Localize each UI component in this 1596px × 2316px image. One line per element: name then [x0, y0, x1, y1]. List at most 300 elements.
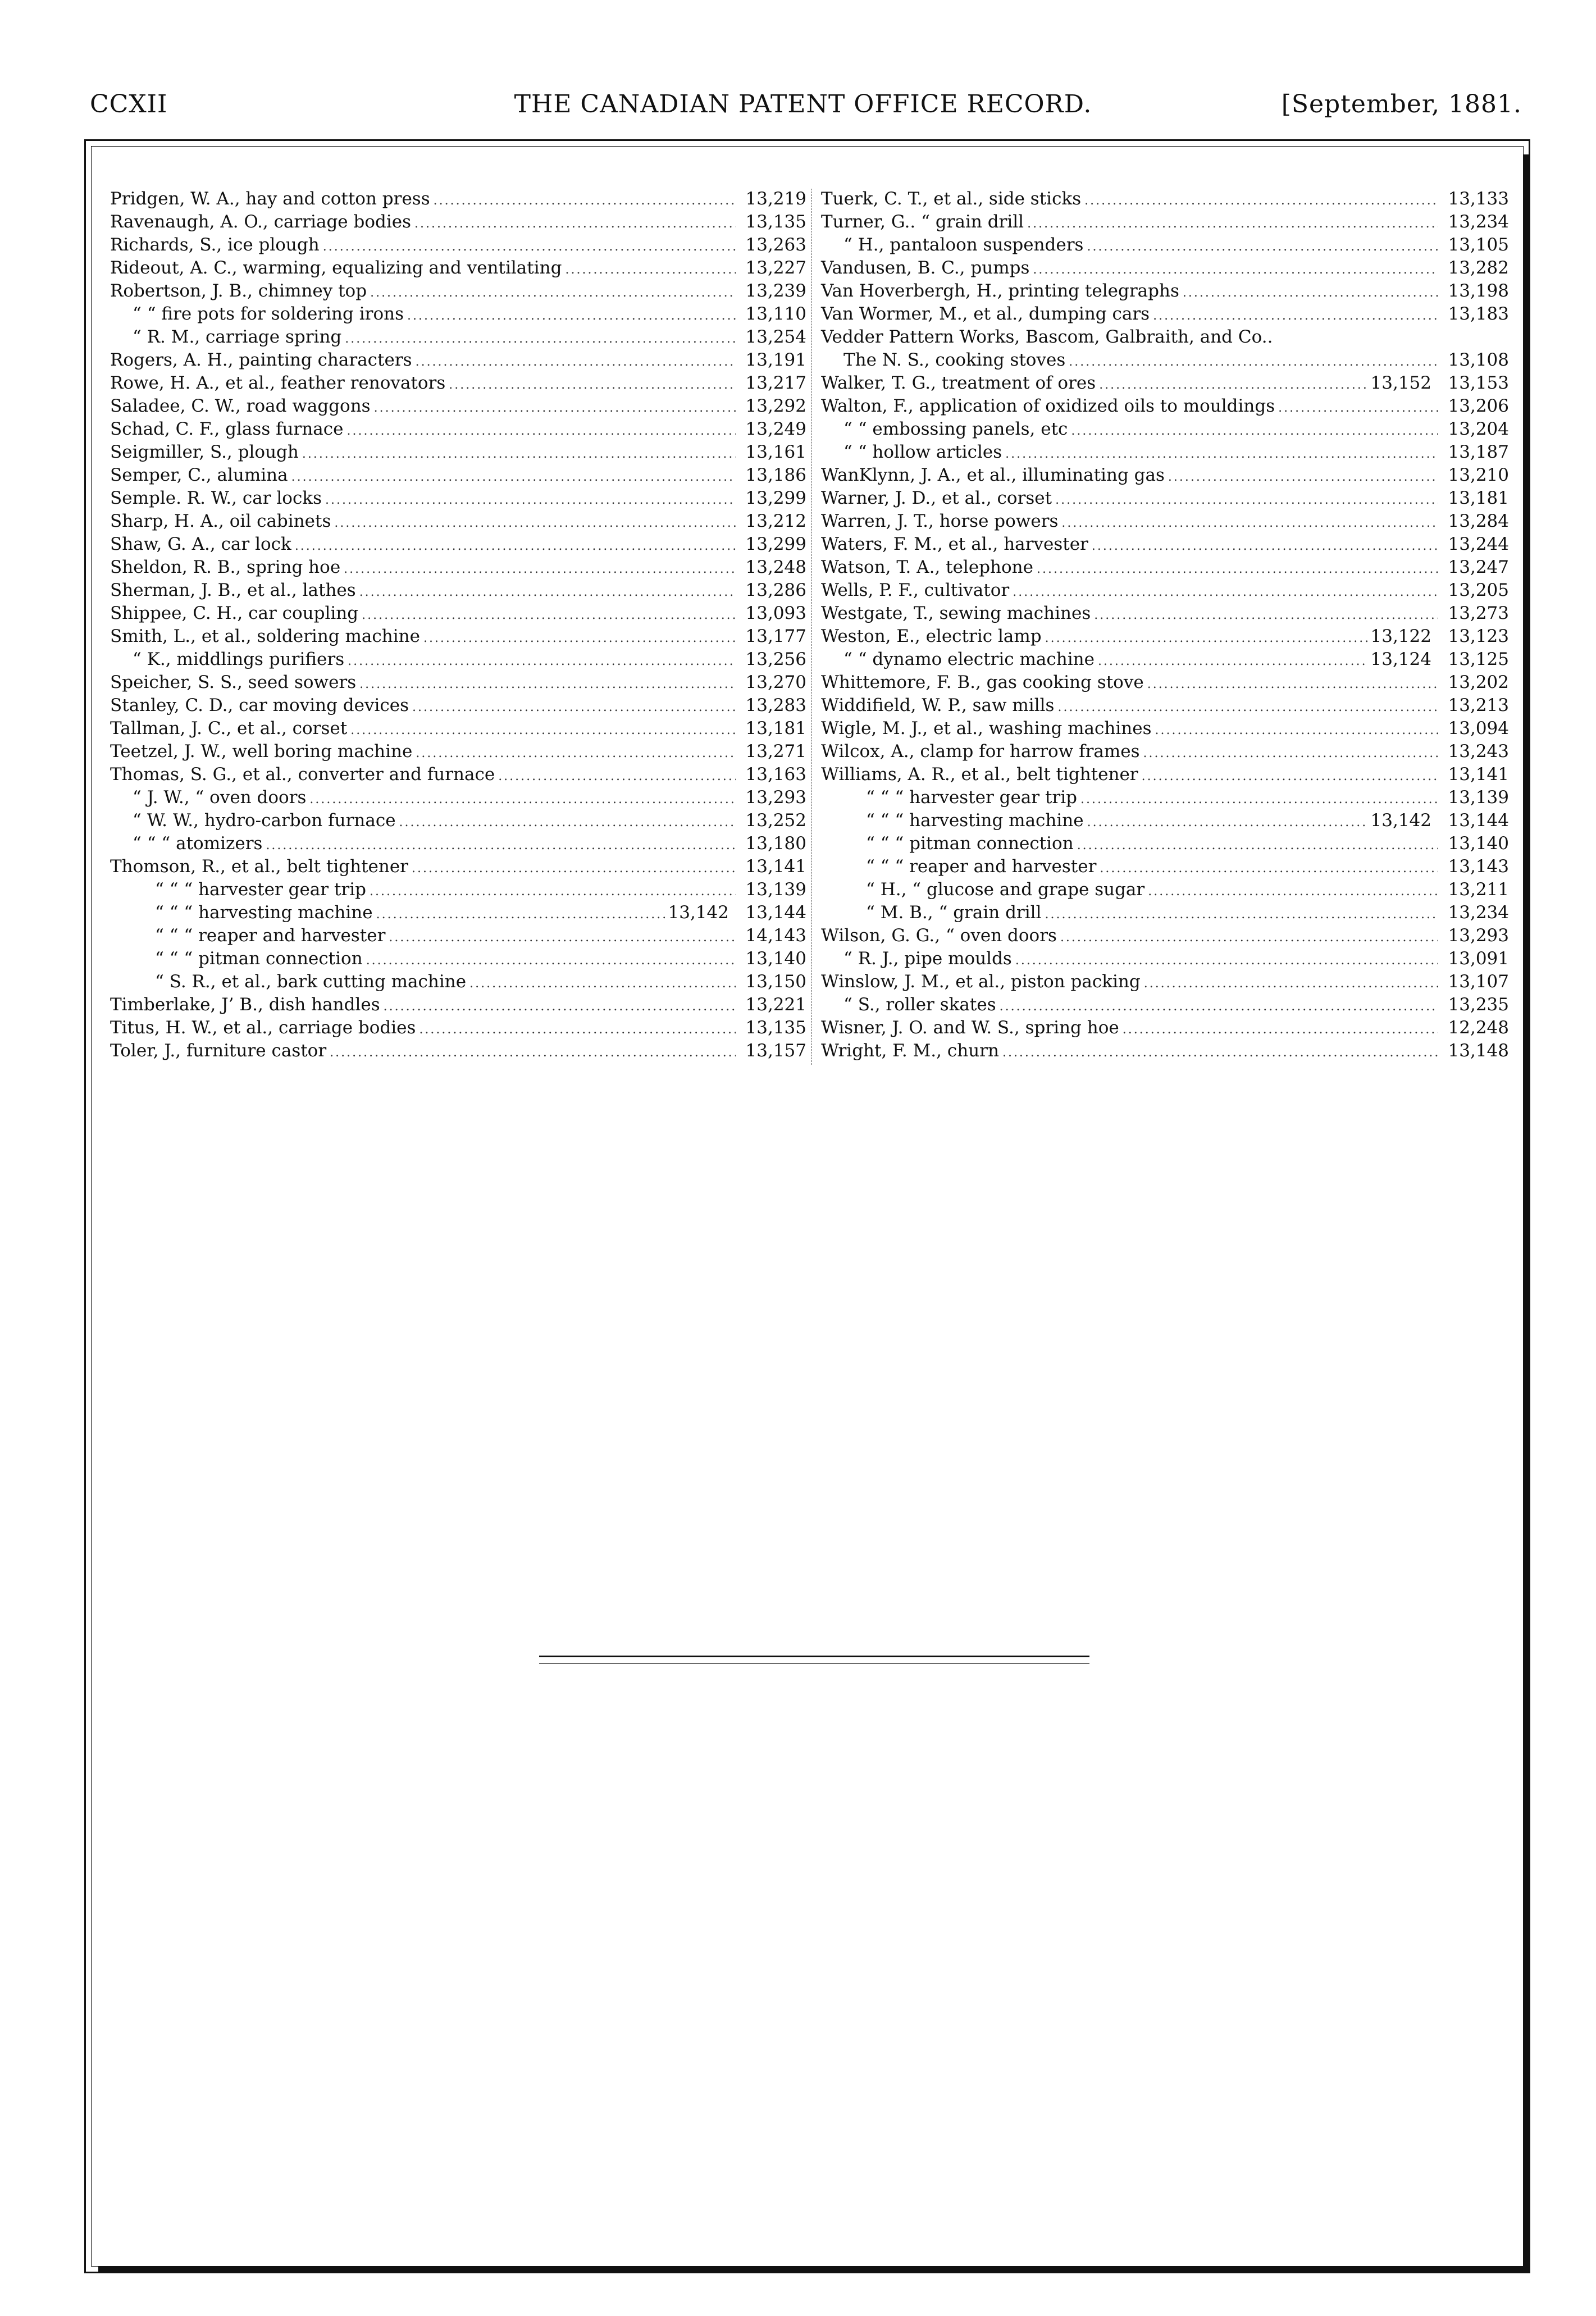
index-entry	[821, 1016, 1509, 1040]
entry-text: “ M. B., “ grain drill	[866, 902, 1042, 923]
entry-text: Teetzel, J. W., well boring machine	[110, 741, 413, 762]
entry-text: “ “ “ reaper and harvester	[155, 926, 386, 946]
index-entry	[110, 395, 806, 418]
dot-leader	[1098, 650, 1367, 673]
dot-leader	[1087, 235, 1438, 258]
index-entry	[110, 510, 806, 533]
entry-text: Turner, G.. “ grain drill	[821, 212, 1024, 232]
entry-text: “ H., “ glucose and grape sugar	[866, 879, 1145, 900]
dot-leader	[1033, 258, 1438, 281]
entry-text: Wisner, J. O. and W. S., spring hoe	[821, 1018, 1119, 1038]
patent-number: 13,211	[1448, 879, 1509, 900]
dot-leader	[469, 972, 736, 995]
entry-text: Van Wormer, M., et al., dumping cars	[821, 304, 1150, 324]
index-entry	[821, 257, 1509, 280]
dot-leader	[1183, 281, 1438, 304]
patent-number: 13,235	[1448, 995, 1509, 1015]
entry-text: Wigle, M. J., et al., washing machines	[821, 718, 1152, 738]
patent-number: 13,123	[1448, 626, 1509, 646]
patent-number: 13,292	[745, 396, 806, 416]
dot-leader	[374, 396, 736, 420]
running-title: THE CANADIAN PATENT OFFICE RECORD.	[514, 90, 1092, 118]
dot-leader	[359, 581, 736, 604]
index-entry	[821, 878, 1509, 901]
dot-leader	[498, 765, 736, 788]
index-entry	[821, 533, 1509, 556]
patent-number: 13,271	[745, 741, 806, 762]
patent-number: 13,284	[1448, 511, 1509, 531]
patent-number: 13,150	[745, 972, 806, 992]
dot-leader	[1015, 949, 1438, 972]
entry-text: “ K., middlings purifiers	[133, 649, 345, 669]
entry-text: Walker, T. G., treatment of ores	[821, 373, 1096, 393]
dot-leader	[266, 834, 736, 857]
index-entry	[821, 211, 1509, 234]
entry-cross-reference: 13,152	[1370, 373, 1431, 393]
entry-text: Rideout, A. C., warming, equalizing and ventilating	[110, 258, 562, 278]
patent-number: 13,161	[745, 442, 806, 462]
entry-text: Shaw, G. A., car lock	[110, 534, 291, 554]
patent-number: 13,205	[1448, 580, 1509, 600]
index-entry	[110, 533, 806, 556]
index-entry	[821, 395, 1509, 418]
entry-text: Sheldon, R. B., spring hoe	[110, 557, 341, 577]
dot-leader	[344, 558, 736, 581]
entry-text: “ W. W., hydro-carbon furnace	[133, 810, 396, 831]
entry-text: “ “ hollow articles	[843, 442, 1002, 462]
entry-text: Saladee, C. W., road waggons	[110, 396, 371, 416]
entry-text: Rowe, H. A., et al., feather renovators	[110, 373, 446, 393]
index-entry	[821, 556, 1509, 579]
entry-text: “ “ fire pots for soldering irons	[133, 304, 404, 324]
index-entry	[821, 901, 1509, 924]
patent-number: 13,141	[745, 856, 806, 877]
dot-leader	[295, 535, 736, 558]
patent-number: 13,144	[1448, 810, 1509, 831]
entry-text: Titus, H. W., et al., carriage bodies	[110, 1018, 416, 1038]
entry-text: Widdifield, W. P., saw mills	[821, 695, 1055, 715]
dot-leader	[1045, 627, 1367, 650]
entry-text: Toler, J., furniture castor	[110, 1041, 327, 1061]
dot-leader	[449, 373, 736, 396]
index-entry	[110, 855, 806, 878]
index-entry	[110, 487, 806, 510]
dot-leader	[1143, 742, 1438, 765]
index-entry	[821, 602, 1509, 625]
index-entry	[110, 763, 806, 786]
dot-leader	[419, 1018, 736, 1041]
dot-leader	[434, 189, 736, 212]
index-entry	[821, 970, 1509, 993]
column-divider	[811, 189, 813, 1065]
patent-number: 13,249	[745, 419, 806, 439]
index-entry	[821, 280, 1509, 303]
dot-leader	[348, 650, 736, 673]
patent-number: 13,227	[745, 258, 806, 278]
dot-leader	[399, 811, 736, 834]
index-entry	[821, 349, 1509, 372]
patent-number: 13,093	[745, 603, 806, 623]
index-entry	[110, 326, 806, 349]
index-entry	[110, 671, 806, 694]
dot-leader	[1147, 673, 1438, 696]
dot-leader	[1278, 396, 1438, 420]
dot-leader	[1005, 443, 1438, 466]
entry-text: Tuerk, C. T., et al., side sticks	[821, 189, 1082, 209]
entry-text: “ S., roller skates	[843, 995, 996, 1015]
entry-text: Schad, C. F., glass furnace	[110, 419, 344, 439]
index-entry	[821, 648, 1509, 671]
dot-leader	[359, 673, 736, 696]
index-entry	[110, 441, 806, 464]
entry-cross-reference: 13,122	[1370, 626, 1431, 646]
index-entry	[110, 740, 806, 763]
entry-text: “ R. J., pipe moulds	[843, 949, 1012, 969]
index-entry	[110, 349, 806, 372]
entry-text: Semper, C., alumina	[110, 465, 288, 485]
dot-leader	[1148, 880, 1438, 903]
entry-text: “ “ embossing panels, etc	[843, 419, 1068, 439]
index-entry	[110, 1040, 806, 1063]
patent-number: 13,263	[745, 235, 806, 255]
dot-leader	[350, 719, 736, 742]
entry-text: “ “ “ reaper and harvester	[866, 856, 1097, 877]
index-entry	[821, 740, 1509, 763]
index-entry	[821, 671, 1509, 694]
entry-text: Thomas, S. G., et al., converter and furnace	[110, 764, 495, 785]
entry-text: Weston, E., electric lamp	[821, 626, 1042, 646]
patent-number: 13,153	[1448, 373, 1509, 393]
entry-text: Wilson, G. G., “ oven doors	[821, 926, 1057, 946]
patent-number: 13,139	[745, 879, 806, 900]
patent-number: 13,273	[1448, 603, 1509, 623]
patent-number: 13,163	[745, 764, 806, 785]
index-entry	[110, 694, 806, 717]
dot-leader	[1013, 581, 1438, 604]
patent-number: 13,204	[1448, 419, 1509, 439]
index-entry	[110, 832, 806, 855]
entry-text: Westgate, T., sewing machines	[821, 603, 1091, 623]
dot-leader	[1142, 765, 1438, 788]
patent-number: 13,248	[745, 557, 806, 577]
dot-leader	[1057, 696, 1438, 719]
patent-number: 13,282	[1448, 258, 1509, 278]
index-entry	[110, 234, 806, 257]
section-end-rule-thin	[539, 1663, 1089, 1664]
issue-date: [September, 1881.	[1281, 90, 1522, 118]
patent-number: 13,247	[1448, 557, 1509, 577]
entry-text: Seigmiller, S., plough	[110, 442, 299, 462]
entry-text: Richards, S., ice plough	[110, 235, 320, 255]
entry-text: Warren, J. T., horse powers	[821, 511, 1059, 531]
dot-leader	[407, 304, 736, 327]
dot-leader	[1144, 972, 1438, 995]
index-entry	[110, 924, 806, 947]
dot-leader	[1123, 1018, 1438, 1041]
patent-number: 13,239	[745, 281, 806, 301]
patent-number: 13,139	[1448, 787, 1509, 808]
dot-leader	[334, 512, 736, 535]
index-entry	[821, 326, 1509, 349]
dot-leader	[309, 788, 736, 811]
index-entry	[821, 418, 1509, 441]
entry-text: Van Hoverbergh, H., printing telegraphs	[821, 281, 1179, 301]
dot-leader	[414, 212, 736, 235]
dot-leader	[325, 489, 736, 512]
patent-number: 13,283	[745, 695, 806, 715]
dot-leader	[1155, 719, 1438, 742]
dot-leader	[1069, 350, 1438, 373]
patent-number: 13,135	[745, 212, 806, 232]
patent-number: 13,252	[745, 810, 806, 831]
entry-text: Watson, T. A., telephone	[821, 557, 1033, 577]
patent-number: 13,140	[745, 949, 806, 969]
patent-number: 13,254	[745, 327, 806, 347]
index-entry	[110, 947, 806, 970]
patent-number: 13,148	[1448, 1041, 1509, 1061]
dot-leader	[1055, 489, 1438, 512]
dot-leader	[1094, 604, 1438, 627]
dot-leader	[565, 258, 736, 281]
entry-text: Wells, P. F., cultivator	[821, 580, 1010, 600]
index-entry	[110, 464, 806, 487]
index-entry	[821, 1040, 1509, 1063]
entry-text: Whittemore, F. B., gas cooking stove	[821, 672, 1144, 692]
patent-number: 13,110	[745, 304, 806, 324]
entry-text: Sherman, J. B., et al., lathes	[110, 580, 356, 600]
entry-text: “ “ “ harvesting machine	[155, 902, 373, 923]
entry-text: Vedder Pattern Works, Bascom, Galbraith, and Co..	[821, 327, 1273, 347]
dot-leader	[1071, 420, 1438, 443]
index-entry	[110, 786, 806, 809]
index-entry	[821, 855, 1509, 878]
entry-text: Smith, L., et al., soldering machine	[110, 626, 420, 646]
entry-text: “ “ “ pitman connection	[866, 833, 1074, 854]
index-entry	[110, 993, 806, 1016]
patent-number: 13,234	[1448, 212, 1509, 232]
patent-number: 13,217	[745, 373, 806, 393]
index-entry	[821, 993, 1509, 1016]
frame-shadow-right	[1524, 154, 1530, 2272]
entry-text: “ “ “ harvesting machine	[866, 810, 1084, 831]
dot-leader	[1099, 373, 1367, 396]
dot-leader	[412, 696, 736, 719]
index-entry	[821, 625, 1509, 648]
patent-number: 13,206	[1448, 396, 1509, 416]
entry-text: Stanley, C. D., car moving devices	[110, 695, 409, 715]
index-entry	[821, 763, 1509, 786]
dot-leader	[389, 926, 736, 949]
index-entry	[110, 418, 806, 441]
page-header	[84, 90, 1522, 124]
index-entry	[821, 188, 1509, 211]
patent-number: 13,299	[745, 488, 806, 508]
dot-leader	[1153, 304, 1438, 327]
patent-number: 13,133	[1448, 189, 1509, 209]
patent-number: 13,213	[1448, 695, 1509, 715]
patent-number: 13,125	[1448, 649, 1509, 669]
index-entry	[110, 625, 806, 648]
patent-number: 12,248	[1448, 1018, 1509, 1038]
entry-text: Pridgen, W. A., hay and cotton press	[110, 189, 430, 209]
index-entry	[821, 947, 1509, 970]
dot-leader	[416, 350, 736, 373]
dot-leader	[1077, 834, 1438, 857]
entry-text: “ S. R., et al., bark cutting machine	[155, 972, 467, 992]
entry-text: Waters, F. M., et al., harvester	[821, 534, 1088, 554]
entry-text: Speicher, S. S., seed sowers	[110, 672, 357, 692]
dot-leader	[1061, 512, 1438, 535]
patent-number: 13,091	[1448, 949, 1509, 969]
dot-leader	[323, 235, 736, 258]
patent-number: 13,105	[1448, 235, 1509, 255]
patent-number: 13,286	[745, 580, 806, 600]
dot-leader	[1084, 189, 1438, 212]
dot-leader	[366, 949, 736, 972]
entry-text: Vandusen, B. C., pumps	[821, 258, 1030, 278]
patent-number: 13,299	[745, 534, 806, 554]
index-entry	[110, 901, 806, 924]
dot-leader	[423, 627, 736, 650]
index-entry	[110, 717, 806, 740]
index-entry	[821, 464, 1509, 487]
patent-number: 13,144	[745, 902, 806, 923]
index-entry	[821, 786, 1509, 809]
dot-leader	[1092, 535, 1438, 558]
entry-cross-reference: 13,142	[668, 902, 729, 923]
patent-number: 13,107	[1448, 972, 1509, 992]
dot-leader	[1080, 788, 1438, 811]
index-entry	[821, 832, 1509, 855]
dot-leader	[384, 995, 736, 1018]
patent-number: 13,202	[1448, 672, 1509, 692]
dot-leader	[1168, 466, 1438, 489]
patent-number: 13,234	[1448, 902, 1509, 923]
patent-number: 13,141	[1448, 764, 1509, 785]
entry-text: Warner, J. D., et al., corset	[821, 488, 1052, 508]
index-entry	[821, 487, 1509, 510]
entry-text: Sharp, H. A., oil cabinets	[110, 511, 331, 531]
patent-number: 13,186	[745, 465, 806, 485]
index-entry	[821, 234, 1509, 257]
index-entry	[110, 280, 806, 303]
entry-text: “ “ “ atomizers	[133, 833, 263, 854]
patent-number: 13,293	[1448, 926, 1509, 946]
entry-cross-reference: 13,124	[1370, 649, 1431, 669]
patent-number: 13,191	[745, 350, 806, 370]
patent-number: 13,243	[1448, 741, 1509, 762]
dot-leader	[412, 857, 736, 880]
dot-leader	[1060, 926, 1438, 949]
entry-text: Timberlake, J’ B., dish handles	[110, 995, 380, 1015]
patent-number: 13,135	[745, 1018, 806, 1038]
patent-number: 13,181	[745, 718, 806, 738]
entry-text: “ J. W., “ oven doors	[133, 787, 307, 808]
index-entry	[110, 372, 806, 395]
patent-number: 13,198	[1448, 281, 1509, 301]
patent-number: 13,183	[1448, 304, 1509, 324]
entry-cross-reference: 13,142	[1370, 810, 1431, 831]
patent-number: 13,187	[1448, 442, 1509, 462]
patent-number: 13,219	[745, 189, 806, 209]
entry-text: “ H., pantaloon suspenders	[843, 235, 1084, 255]
entry-text: Winslow, J. M., et al., piston packing	[821, 972, 1141, 992]
entry-text: Thomson, R., et al., belt tightener	[110, 856, 408, 877]
entry-text: The N. S., cooking stoves	[843, 350, 1066, 370]
dot-leader	[370, 880, 736, 903]
index-column-right	[821, 188, 1509, 1063]
patent-number: 13,212	[745, 511, 806, 531]
frame-shadow-bottom	[98, 2267, 1530, 2272]
index-entry	[110, 556, 806, 579]
patent-number: 14,143	[745, 926, 806, 946]
dot-leader	[1045, 903, 1438, 926]
entry-text: “ “ dynamo electric machine	[843, 649, 1095, 669]
dot-leader	[376, 903, 665, 926]
index-entry	[821, 809, 1509, 832]
dot-leader	[345, 327, 736, 350]
patent-number: 13,270	[745, 672, 806, 692]
patent-number: 13,256	[745, 649, 806, 669]
index-entry	[110, 579, 806, 602]
index-entry	[821, 717, 1509, 740]
entry-text: Robertson, J. B., chimney top	[110, 281, 367, 301]
entry-text: Semple. R. W., car locks	[110, 488, 322, 508]
index-entry	[110, 878, 806, 901]
entry-text: Wright, F. M., churn	[821, 1041, 999, 1061]
index-entry	[110, 257, 806, 280]
entry-text: Walton, F., application of oxidized oils to mouldings	[821, 396, 1275, 416]
patent-number: 13,293	[745, 787, 806, 808]
entry-text: “ “ “ pitman connection	[155, 949, 363, 969]
entry-text: Rogers, A. H., painting characters	[110, 350, 412, 370]
entry-text: “ R. M., carriage spring	[133, 327, 342, 347]
entry-text: “ “ “ harvester gear trip	[155, 879, 366, 900]
index-entry	[110, 602, 806, 625]
index-entry	[821, 694, 1509, 717]
dot-leader	[1087, 811, 1367, 834]
dot-leader	[1100, 857, 1438, 880]
dot-leader	[416, 742, 736, 765]
index-entry	[110, 211, 806, 234]
entry-text: Tallman, J. C., et al., corset	[110, 718, 348, 738]
index-column-left	[110, 188, 806, 1063]
patent-number: 13,108	[1448, 350, 1509, 370]
patent-number: 13,244	[1448, 534, 1509, 554]
index-entry	[821, 303, 1509, 326]
patent-number: 13,221	[745, 995, 806, 1015]
index-entry	[110, 970, 806, 993]
dot-leader	[330, 1041, 736, 1064]
dot-leader	[1037, 558, 1438, 581]
index-entry	[821, 924, 1509, 947]
dot-leader	[362, 604, 736, 627]
patent-number: 13,094	[1448, 718, 1509, 738]
page-number: CCXII	[90, 90, 168, 118]
index-entry	[110, 188, 806, 211]
entry-text: Wilcox, A., clamp for harrow frames	[821, 741, 1140, 762]
dot-leader	[347, 420, 736, 443]
patent-number: 13,140	[1448, 833, 1509, 854]
patent-number: 13,143	[1448, 856, 1509, 877]
entry-text: Shippee, C. H., car coupling	[110, 603, 359, 623]
dot-leader	[291, 466, 736, 489]
patent-number: 13,180	[745, 833, 806, 854]
index-entry	[110, 648, 806, 671]
index-entry	[821, 372, 1509, 395]
index-entry	[821, 510, 1509, 533]
patent-number: 13,181	[1448, 488, 1509, 508]
